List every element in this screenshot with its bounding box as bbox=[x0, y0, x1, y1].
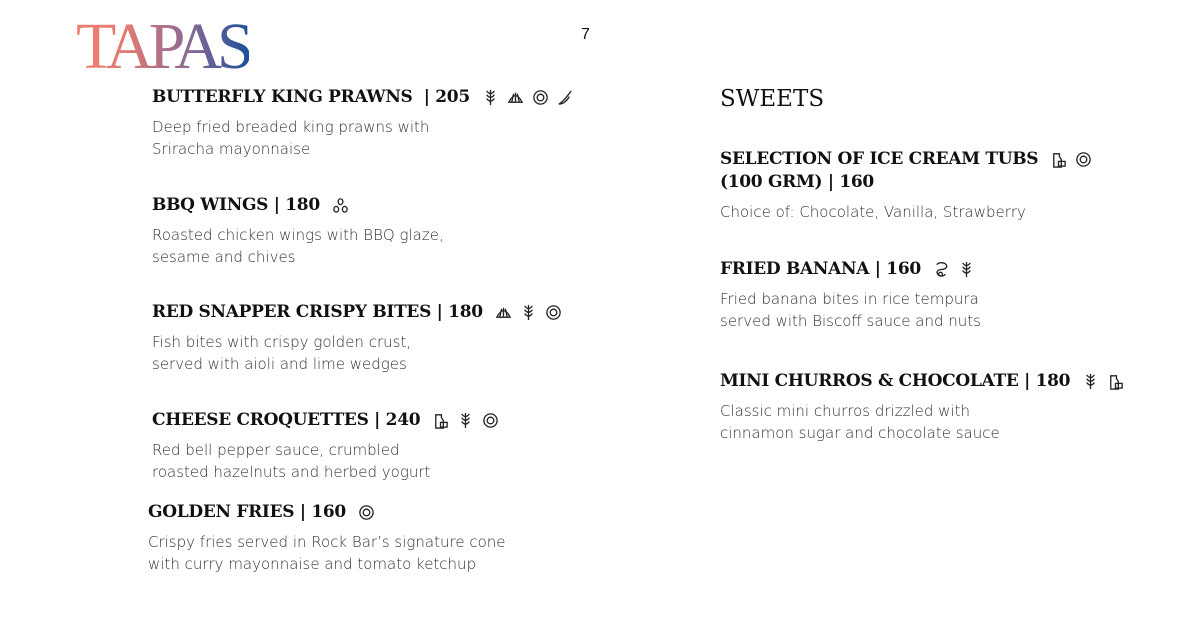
item-name-price: RED SNAPPER CRISPY BITES | 180 bbox=[152, 302, 483, 322]
description-line: with curry mayonnaise and tomato ketchup bbox=[148, 555, 477, 573]
item-title bbox=[720, 370, 1124, 393]
section-heading-sweets: SWEETS bbox=[720, 86, 825, 112]
gluten-icon bbox=[482, 89, 499, 106]
allergen-icons bbox=[432, 412, 499, 429]
gluten-icon bbox=[958, 261, 975, 278]
egg-icon bbox=[1075, 151, 1092, 168]
gluten-icon bbox=[520, 304, 537, 321]
description-line: sesame and chives bbox=[152, 248, 296, 266]
milk-icon bbox=[1107, 373, 1124, 390]
description-line: Red bell pepper sauce, crumbled bbox=[152, 441, 400, 459]
menu-item bbox=[152, 409, 499, 483]
description-line: served with Biscoff sauce and nuts bbox=[720, 312, 981, 330]
tapas-logo: TAPAS bbox=[76, 10, 249, 83]
sesame-icon bbox=[332, 197, 349, 214]
shellfish-icon bbox=[495, 304, 512, 321]
allergen-icons bbox=[358, 504, 375, 521]
item-title bbox=[720, 148, 1092, 171]
item-title bbox=[152, 194, 444, 217]
allergen-icons bbox=[482, 89, 574, 106]
gluten-icon bbox=[1082, 373, 1099, 390]
description-line: Roasted chicken wings with BBQ glaze, bbox=[152, 226, 444, 244]
item-title bbox=[148, 501, 506, 524]
egg-icon bbox=[358, 504, 375, 521]
item-title bbox=[720, 258, 981, 281]
item-description bbox=[152, 331, 562, 375]
chili-icon bbox=[557, 89, 574, 106]
shellfish-icon bbox=[507, 89, 524, 106]
item-description bbox=[152, 439, 499, 483]
description-line: Crispy fries served in Rock Bar’s signature cone bbox=[148, 533, 506, 551]
item-name-price: BUTTERFLY KING PRAWNS | 205 bbox=[152, 87, 470, 107]
egg-icon bbox=[532, 89, 549, 106]
description-line: cinnamon sugar and chocolate sauce bbox=[720, 424, 1000, 442]
item-description bbox=[720, 201, 1092, 223]
egg-icon bbox=[545, 304, 562, 321]
gluten-icon bbox=[457, 412, 474, 429]
allergen-icons bbox=[933, 261, 975, 278]
item-description bbox=[720, 400, 1124, 444]
allergen-icons bbox=[495, 304, 562, 321]
milk-icon bbox=[1050, 151, 1067, 168]
menu-item bbox=[152, 86, 574, 160]
item-description bbox=[148, 531, 506, 575]
description-line: Fried banana bites in rice tempura bbox=[720, 290, 979, 308]
page-number: 7 bbox=[581, 26, 590, 43]
allergen-icons bbox=[1082, 373, 1124, 390]
item-title bbox=[152, 86, 574, 109]
item-title bbox=[152, 301, 562, 324]
description-line: Fish bites with crispy golden crust, bbox=[152, 333, 412, 351]
menu-item bbox=[720, 258, 981, 332]
menu-item bbox=[152, 301, 562, 375]
item-description bbox=[152, 116, 574, 160]
item-title bbox=[152, 409, 499, 432]
menu-item bbox=[152, 194, 444, 268]
item-title-line2: (100 GRM) | 160 bbox=[720, 172, 874, 192]
item-name-price: FRIED BANANA | 160 bbox=[720, 259, 921, 279]
allergen-icons bbox=[332, 197, 349, 214]
description-line: Classic mini churros drizzled with bbox=[720, 402, 971, 420]
description-line: roasted hazelnuts and herbed yogurt bbox=[152, 463, 431, 481]
menu-item bbox=[720, 148, 1092, 223]
item-name-price: MINI CHURROS & CHOCOLATE | 180 bbox=[720, 371, 1071, 391]
allergen-icons bbox=[1050, 151, 1092, 168]
description-line: Sriracha mayonnaise bbox=[152, 140, 311, 158]
egg-icon bbox=[482, 412, 499, 429]
description-line: Choice of: Chocolate, Vanilla, Strawberry bbox=[720, 203, 1026, 221]
item-name-price: CHEESE CROQUETTES | 240 bbox=[152, 410, 421, 430]
item-name-price: BBQ WINGS | 180 bbox=[152, 195, 320, 215]
item-description bbox=[720, 288, 981, 332]
description-line: served with aioli and lime wedges bbox=[152, 355, 407, 373]
menu-item bbox=[720, 370, 1124, 444]
nuts-icon bbox=[933, 261, 950, 278]
menu-item bbox=[148, 501, 506, 575]
item-name-price: GOLDEN FRIES | 160 bbox=[148, 502, 346, 522]
milk-icon bbox=[432, 412, 449, 429]
description-line: Deep fried breaded king prawns with bbox=[152, 118, 430, 136]
item-name-price: SELECTION OF ICE CREAM TUBS bbox=[720, 149, 1039, 169]
item-description bbox=[152, 224, 444, 268]
